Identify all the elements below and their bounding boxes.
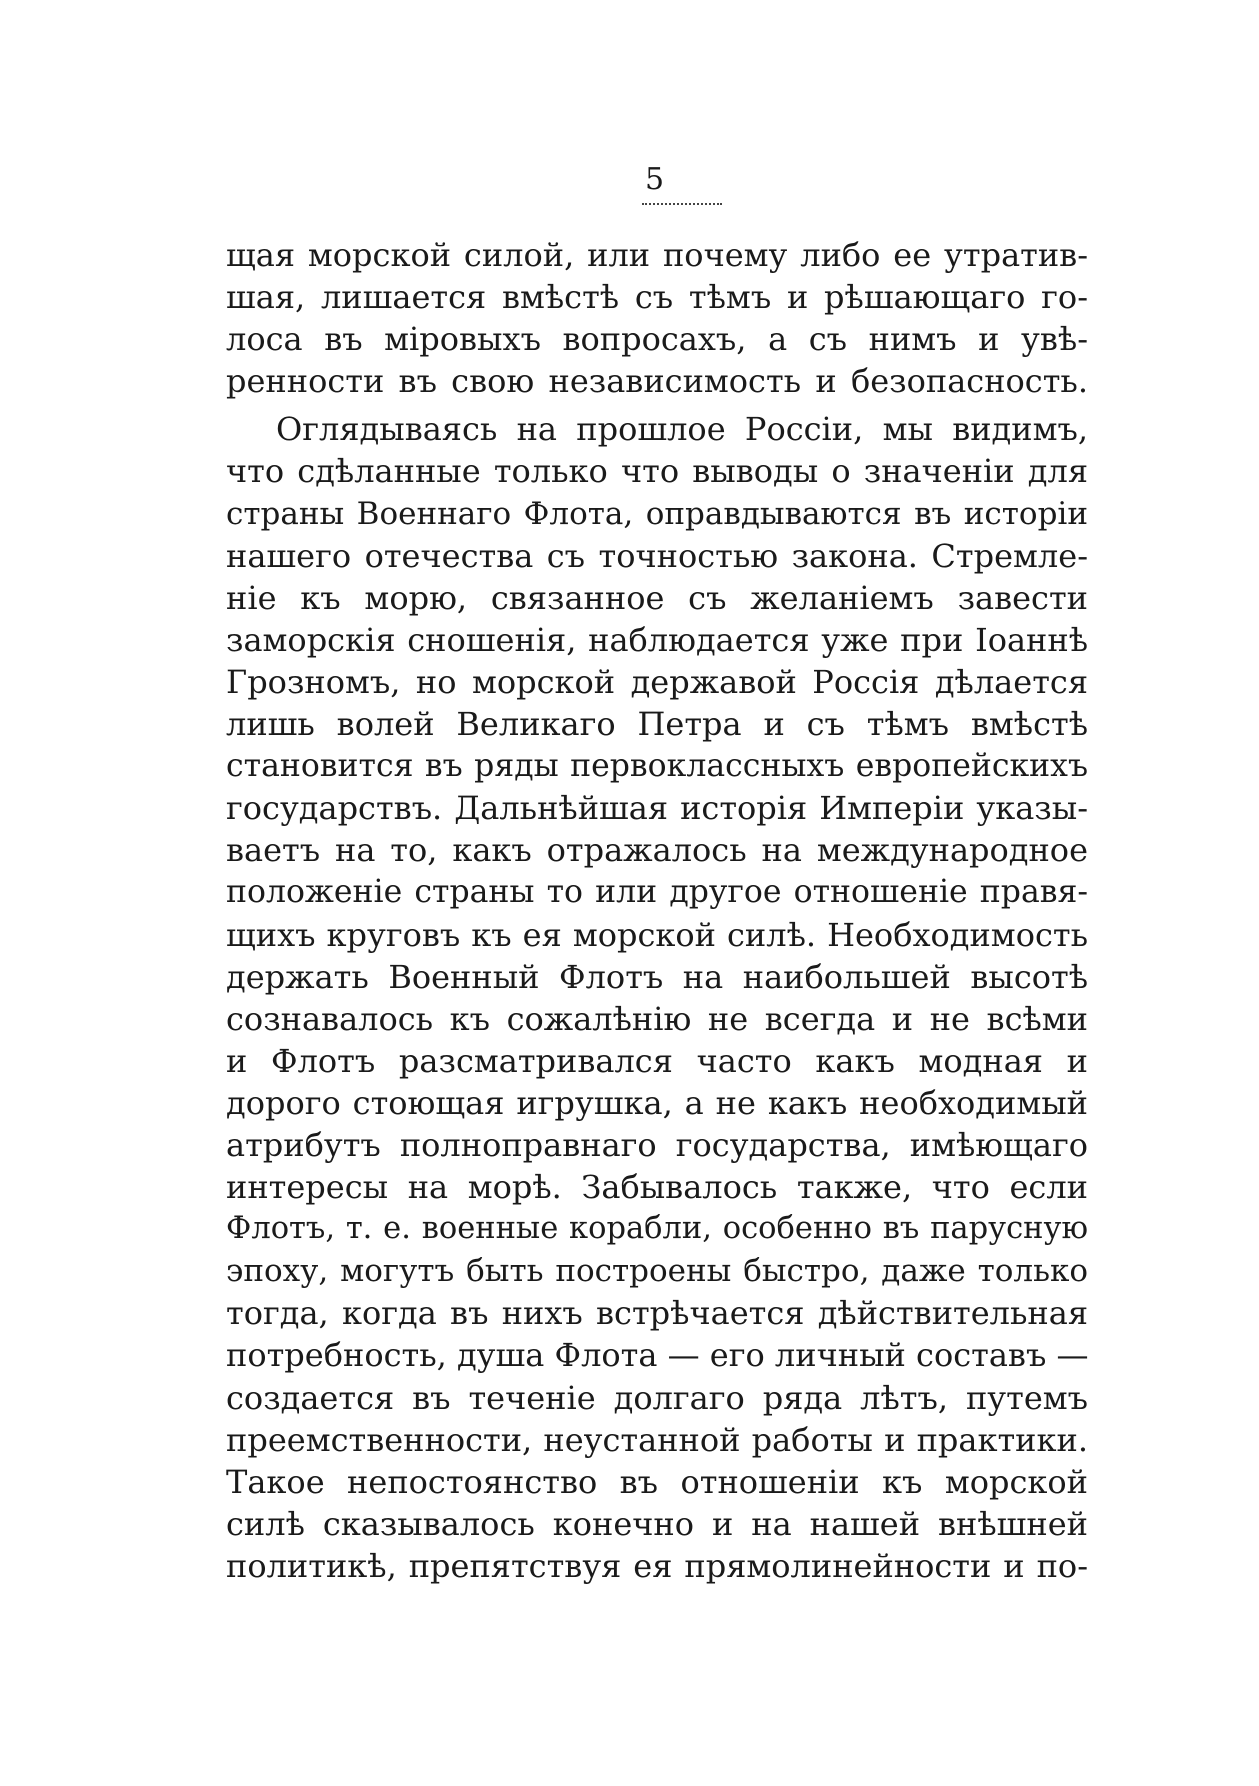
text-line: сознавалось къ сожалѣнiю не всегда и не всѣми — [226, 999, 1088, 1038]
text-line: что сдѣланные только что выводы о значенiи для — [226, 452, 1088, 491]
text-line: политикѣ, препятствуя ея прямолинейности и по- — [226, 1546, 1088, 1585]
text-line: страны Военнаго Флота, оправдываются въ исторiи — [226, 495, 1088, 532]
text-line: дорого стоющая игрушка, а не какъ необходимый — [226, 1083, 1088, 1122]
page-number-rule — [642, 203, 722, 205]
text-line: нiе къ морю, связанное съ желанiемъ завести — [226, 578, 1088, 617]
text-line: положенiе страны то или другое отношенiе правя- — [226, 874, 1088, 911]
text-line: Такое непостоянство въ отношенiи къ морской — [226, 1462, 1088, 1501]
text-line: интересы на морѣ. Забывалось также, что если — [226, 1168, 1088, 1207]
text-line: ваетъ на то, какъ отражалось на международное — [226, 831, 1088, 870]
text-line: лоса въ мiровыхъ вопросахъ, а съ нимъ и увѣ- — [226, 320, 1088, 359]
text-line: эпоху, могутъ быть построены быстро, даже только — [226, 1253, 1088, 1290]
body-text — [226, 234, 1088, 1587]
text-line: становится въ ряды первоклассныхъ европейскихъ — [226, 748, 1088, 785]
text-line: щая морской силой, или почему либо ее утратив- — [226, 236, 1088, 274]
page-number: 5 — [645, 162, 666, 197]
text-line: и Флотъ разсматривался часто какъ модная и — [226, 1041, 1088, 1080]
text-line: создается въ теченiе долгаго ряда лѣтъ, путемъ — [226, 1378, 1088, 1417]
text-line: потребность, душа Флота — его личный составъ — — [226, 1336, 1088, 1375]
text-line: заморскiя сношенiя, наблюдается уже при Iоаннѣ — [226, 620, 1088, 659]
text-line: тогда, когда въ нихъ встрѣчается дѣйствительная — [226, 1294, 1088, 1333]
text-line: Оглядываясь на прошлое Россiи, мы видимъ, — [276, 410, 1088, 449]
text-line: атрибутъ полноправнаго государства, имѣющаго — [226, 1125, 1088, 1164]
text-line: преемственности, неустанной работы и практики. — [226, 1420, 1088, 1459]
text-line: государствъ. Дальнѣйшая исторiя Имперiи указы- — [226, 789, 1088, 828]
text-line: Флотъ, т. е. военные корабли, особенно въ парусную — [226, 1211, 1088, 1247]
text-line: силѣ сказывалось конечно и на нашей внѣшней — [226, 1504, 1088, 1543]
text-line: лишь волей Великаго Петра и съ тѣмъ вмѣстѣ — [226, 705, 1088, 744]
text-line: щихъ круговъ къ ея морской силѣ. Необходимость — [226, 915, 1088, 954]
text-line: шая, лишается вмѣстѣ съ тѣмъ и рѣшающаго го- — [226, 278, 1088, 317]
text-line: нашего отечества съ точностью закона. Стремле- — [226, 536, 1088, 575]
text-line: ренности въ свою независимость и безопасность. — [226, 362, 1088, 401]
text-line: Грозномъ, но морской державой Россiя дѣлается — [226, 662, 1088, 701]
text-line: держать Военный Флотъ на наибольшей высотѣ — [226, 957, 1088, 996]
